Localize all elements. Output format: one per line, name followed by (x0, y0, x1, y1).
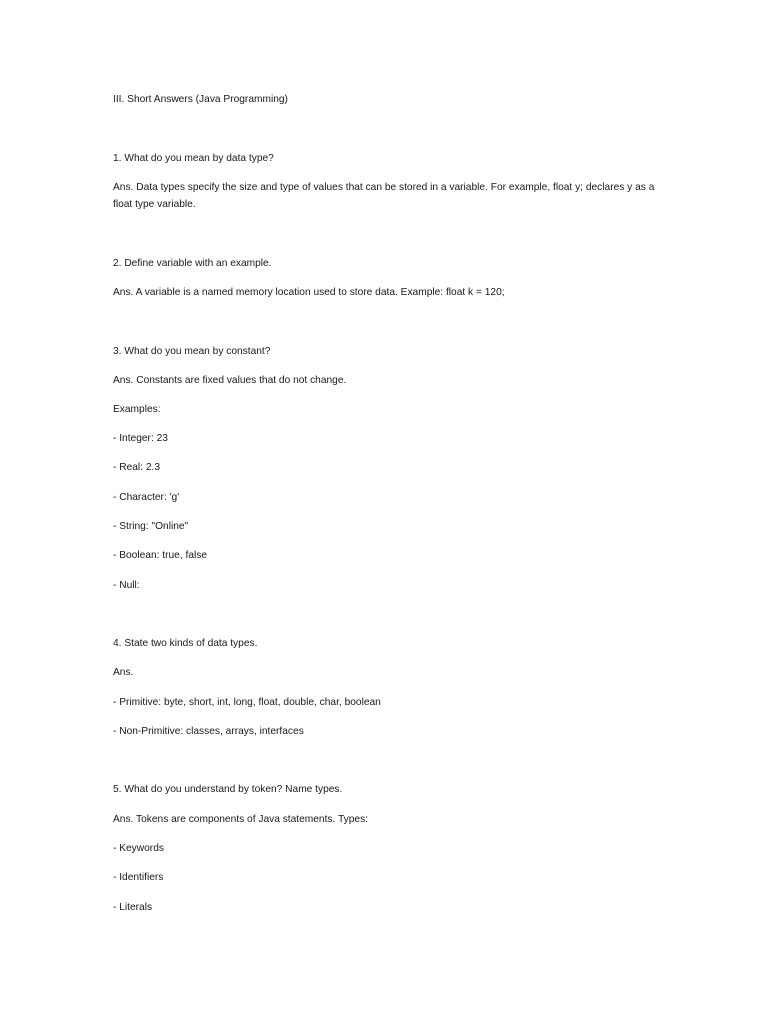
list-item: - Non-Primitive: classes, arrays, interfaces (113, 726, 304, 737)
question-1: 1. What do you mean by data type? (113, 153, 274, 164)
list-item: - String: "Online" (113, 521, 189, 532)
answer-5: Ans. Tokens are components of Java statements. Types: (113, 814, 369, 825)
list-item: - Boolean: true, false (113, 550, 208, 561)
list-item: - Real: 2.3 (113, 462, 160, 473)
examples-label: Examples: (113, 404, 161, 415)
list-item: - Keywords (113, 843, 164, 854)
list-item: - Identifiers (113, 872, 164, 883)
list-item: - Literals (113, 902, 153, 913)
list-item: - Null: (113, 580, 140, 591)
list-item: - Character: 'g' (113, 492, 180, 503)
answer-2: Ans. A variable is a named memory location used to store data. Example: float k = 120; (113, 287, 505, 298)
question-2: 2. Define variable with an example. (113, 258, 272, 269)
question-4: 4. State two kinds of data types. (113, 638, 258, 649)
answer-3: Ans. Constants are fixed values that do not change. (113, 375, 347, 386)
section-heading: III. Short Answers (Java Programming) (113, 94, 288, 105)
question-3: 3. What do you mean by constant? (113, 346, 271, 357)
list-item: - Integer: 23 (113, 433, 168, 444)
question-5: 5. What do you understand by token? Name types. (113, 784, 343, 795)
answer-1: Ans. Data types specify the size and type of values that can be stored in a variable. For example, float y; declares y as a float type variable. (113, 182, 655, 210)
list-item: - Primitive: byte, short, int, long, float, double, char, boolean (113, 697, 381, 708)
answer-4: Ans. (113, 667, 134, 678)
